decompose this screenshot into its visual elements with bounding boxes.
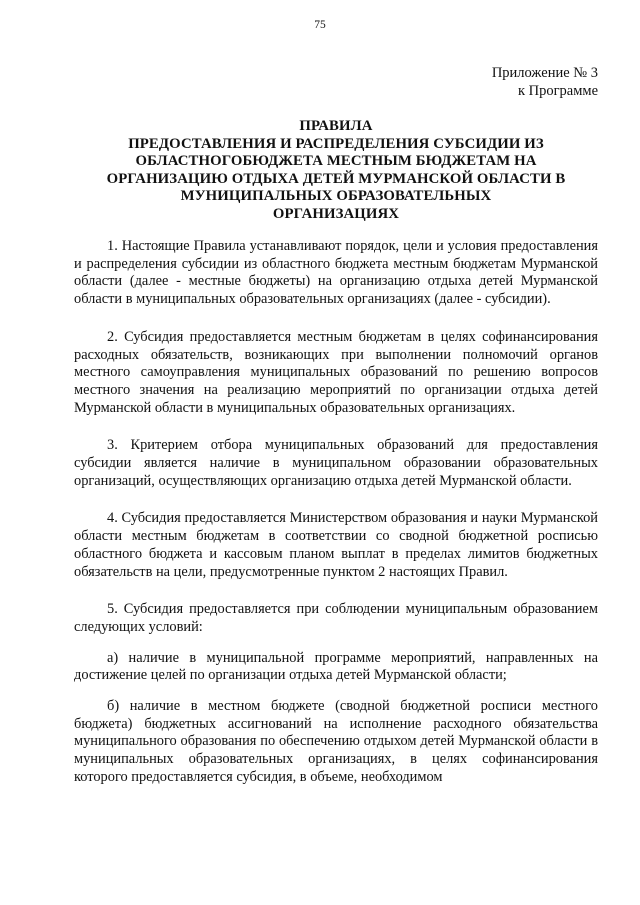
document-body <box>74 238 598 807</box>
document-title <box>74 118 598 224</box>
appendix-reference: к Программе <box>517 83 598 99</box>
title-line-6: ОРГАНИЗАЦИЯХ <box>272 205 400 222</box>
paragraph-4: 4. Субсидия предоставляется Министерством образования и науки Мурманской области местным бюджетам в соответствии со сводной бюджетной росписью областного бюджета и кассовым планом выплат в пределах лимитов бюджетных обязательств на цели, предусмотренные пунктом 2 настоящих Правил. <box>74 510 598 580</box>
appendix-header <box>492 64 598 100</box>
paragraph-1: 1. Настоящие Правила устанавливают порядок, цели и условия предоставления и распределения субсидии из областного бюджета местным бюджетам Мурманской области (далее - местные бюджеты) на организацию отдыха детей Мурманской области в муниципальных образовательных организациях (далее - субсидии). <box>74 238 598 308</box>
paragraph-2: 2. Субсидия предоставляется местным бюджетам в целях софинансирования расходных обязательств, возникающих при выполнении полномочий органов местного самоуправления муниципальных образований по решению вопросов местного значения на реализацию мероприятий по организации отдыха детей Мурманской области в муниципальных образовательных организациях. <box>74 328 598 416</box>
page-number: 75 <box>314 19 326 31</box>
paragraph-3: 3. Критерием отбора муниципальных образований для предоставления субсидии является наличие в муниципальном образовании образовательных организаций, осуществляющих организацию отдыха детей Мурманской области. <box>74 437 598 489</box>
paragraph-5b: б) наличие в местном бюджете (сводной бюджетной росписи местного бюджета) бюджетных ассигнований на исполнение расходного обязательства муниципального образования по обеспечению отдыхом детей Мурманской области в муниципальных образовательных организациях, в целях софинансирования которого предоставляется субсидия, в объеме, необходимом <box>74 698 598 785</box>
title-line-4: ОРГАНИЗАЦИЮ ОТДЫХА ДЕТЕЙ МУРМАНСКОЙ ОБЛАСТИ В <box>106 170 566 187</box>
appendix-number: Приложение № 3 <box>491 65 598 81</box>
paragraph-5a: а) наличие в муниципальной программе мероприятий, направленных на достижение целей по организации отдыха детей Мурманской области; <box>74 649 598 684</box>
title-line-5: МУНИЦИПАЛЬНЫХ ОБРАЗОВАТЕЛЬНЫХ <box>180 188 492 205</box>
title-line-2: ПРЕДОСТАВЛЕНИЯ И РАСПРЕДЕЛЕНИЯ СУБСИДИИ ИЗ <box>128 135 544 152</box>
title-line-1: ПРАВИЛА <box>299 118 373 134</box>
title-line-3: ОБЛАСТНОГОБЮДЖЕТА МЕСТНЫМ БЮДЖЕТАМ НА <box>135 153 537 170</box>
paragraph-5: 5. Субсидия предоставляется при соблюдении муниципальным образованием следующих условий: <box>74 601 598 635</box>
